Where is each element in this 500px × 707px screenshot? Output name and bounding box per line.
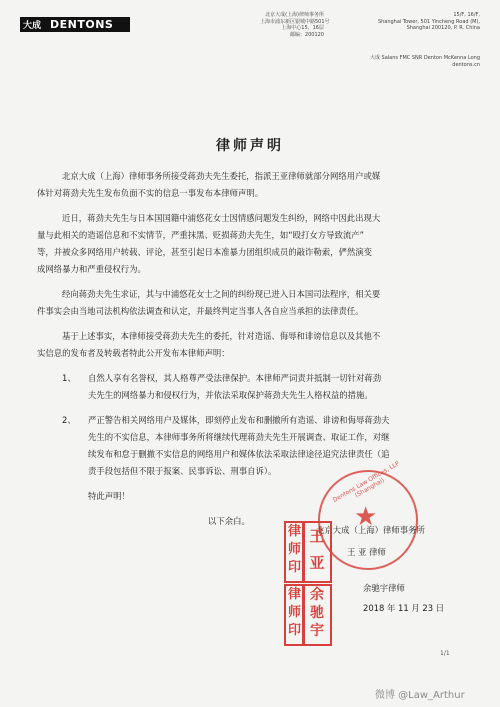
address-cn-line: 上海市浦东新区银城中路501号: [260, 18, 330, 25]
signing-date: 2018 年 11 月 23 日: [363, 603, 445, 613]
paragraph-1-line-2: 体针对蒋劲夫先生发布负面不实的信息一事发布本律师声明。: [37, 188, 264, 198]
seal-char: 印: [287, 623, 301, 638]
paragraph-2-line-4: 成网络暴力和严重侵权行为。: [37, 264, 146, 274]
seal-star-icon: ★: [354, 502, 378, 532]
address-en-line: Shanghai 200120, P. R. China: [406, 25, 480, 31]
lawyer-signature: 王 亚 律师: [347, 547, 386, 557]
item-1-line-1: 自然人享有名誉权，其人格尊严受法律保护。本律师严词责并抵制一切针对蒋劲: [88, 373, 382, 383]
yu-seal: [302, 584, 332, 646]
seal-char: 余: [310, 587, 324, 603]
document-title: 律师声明: [216, 138, 284, 154]
firm-association: [255, 55, 480, 69]
wang-ya-seal: [302, 521, 332, 583]
address-cn-line: 邮编：200120: [289, 31, 324, 38]
no-more-text: 以下余白。: [208, 516, 250, 526]
address-en-line: 15/F, 16/F,: [453, 12, 480, 18]
address-cn: [260, 12, 330, 38]
item-2-line-1: 严正警告相关网络用户及媒体，即刻停止发布和删撤所有造谣、诽谤和侮辱蒋劲夫: [88, 415, 390, 425]
special-statement: 特此声明！: [88, 491, 130, 501]
item-2-line-4: 责手段包括但不限于报案、民事诉讼、刑事自诉）。: [88, 466, 277, 476]
paragraph-2-line-1: 近日，蒋劲夫先生与日本国国籍中浦悠花女士因情感问题发生纠纷，网络中因此出现大: [62, 213, 381, 223]
association-line: 大成 Salans FMC SNR Denton McKenna Long: [369, 55, 480, 61]
address-en-line: Shanghai Tower, 501 Yincheng Road (M),: [377, 18, 480, 25]
paragraph-2-line-2: 量与此相关的造谣信息和不实情节，严重抹黑、贬损蒋劲夫先生，如“殴打女方导致流产”: [37, 230, 364, 240]
item-1-line-2: 夫先生的网络暴力和侵权行为，并依法采取保护蒋劲夫先生人格权益的措施。: [88, 390, 373, 400]
item-2-line-3: 续发布和怠于删撤不实信息的网络用户和媒体依法采取法律途径追究法律责任（追: [88, 449, 390, 459]
item-2-number: 2、: [62, 415, 76, 425]
paragraph-3-line-2: 件事实会由当地司法机构依法调查和认定，并最终判定当事人各自应当承担的法律责任。: [37, 306, 364, 316]
seal-char: 印: [287, 560, 301, 575]
address-cn-line: 北京大成(上海)律师事务所: [265, 12, 324, 18]
seal-name: 王亚: [309, 527, 325, 572]
item-1-number: 1、: [62, 373, 76, 383]
firm-signature: 北京大成（上海）律师事务所: [316, 525, 425, 535]
association-url: dentons.cn: [452, 62, 480, 68]
firm-seal-text: Dentons Law Offices, LLP (Shanghai): [331, 460, 401, 504]
seal-char: 驰: [310, 605, 324, 621]
address-cn-line: 上海中心15、16层: [281, 25, 324, 31]
paragraph-4-line-2: 实信息的发布者及转载者特此公开发布本律师声明：: [37, 348, 230, 358]
paragraph-1-line-1: 北京大成（上海）律师事务所接受蒋劲夫先生委托，指派王亚律师就部分网络用户或媒: [62, 171, 381, 181]
paragraph-2-line-3: 等，并被众多网络用户转载、评论，甚至引起日本准暴力团组织成员的敲诈勒索，俨然演变: [37, 247, 372, 257]
paragraph-4-line-1: 基于上述事实，本律师接受蒋劲夫先生的委托，针对造谣、侮辱和诽谤信息以及其他不: [62, 331, 381, 341]
seal-char: 宇: [310, 623, 324, 639]
item-2-line-2: 先生的不实信息，本律师事务所将继续代理蒋劲夫先生开展调查、取证工作，对继: [88, 432, 390, 442]
paragraph-3-line-1: 经向蒋劲夫先生求证，其与中浦悠花女士之间的纠纷现已进入日本国司法程序，相关要: [62, 289, 381, 299]
second-lawyer-name: 余驰宇律师: [363, 583, 405, 593]
watermark: 微博 @Law_Arthur: [375, 690, 465, 701]
seal-char: 师: [287, 605, 301, 620]
address-en: [335, 12, 480, 32]
page-number: 1/1: [440, 650, 450, 657]
logo-cn: 大成: [23, 21, 42, 31]
firm-logo: [20, 17, 130, 32]
logo-en: DENTONS: [50, 18, 114, 31]
seal-char: 师: [287, 542, 301, 557]
seal-char: 律: [287, 524, 301, 539]
seal-char: 律: [287, 587, 301, 602]
